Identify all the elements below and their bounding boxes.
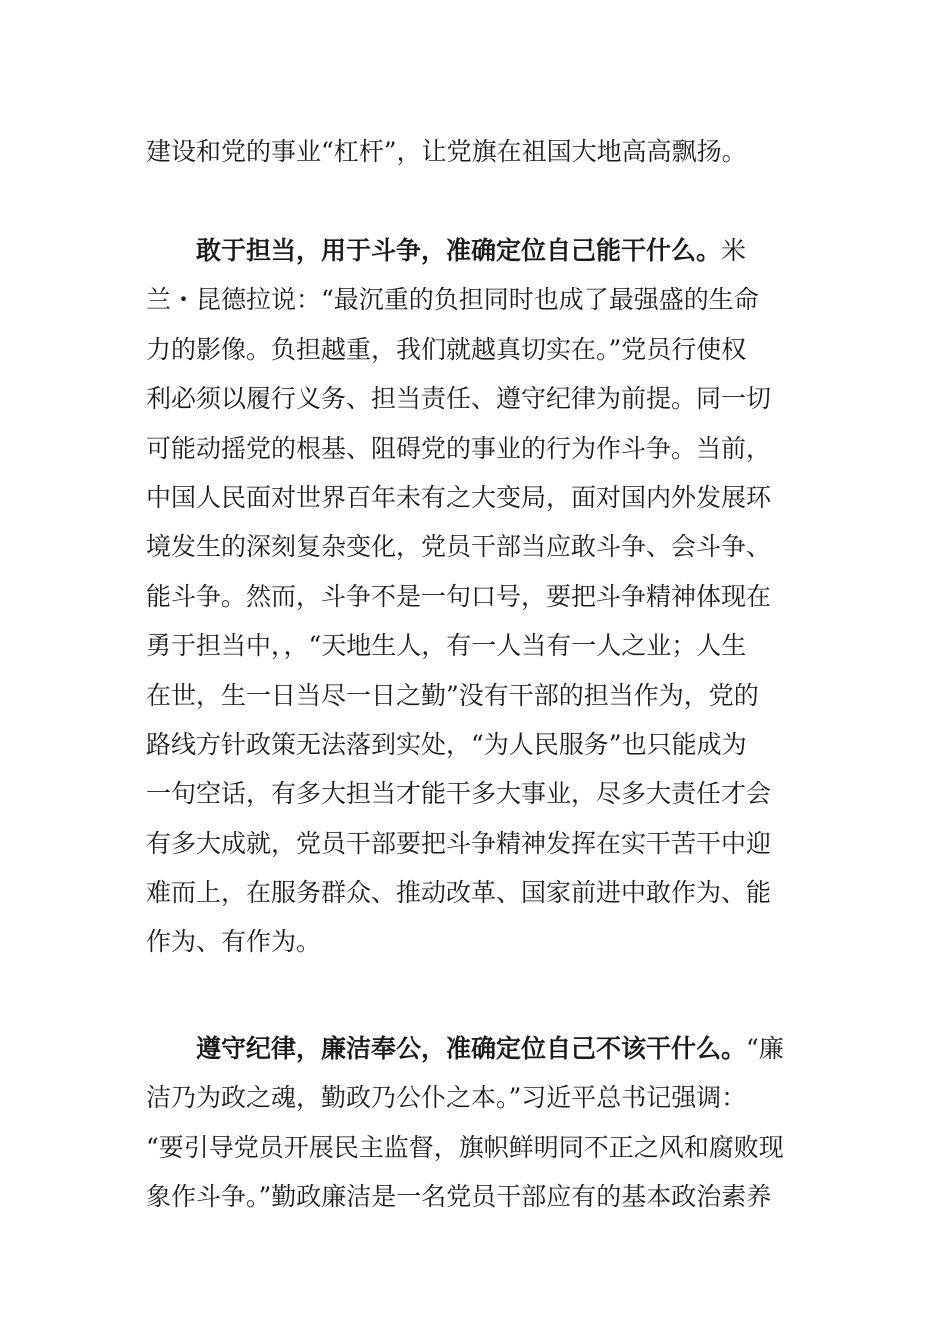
text-line: 境发生的深刻复杂变化，党员干部当应敢斗争、会斗争、 xyxy=(146,532,772,562)
paragraph-first-line xyxy=(146,1024,810,1073)
text-line: 象作斗争。”勤政廉洁是一名党员干部应有的基本政治素养 xyxy=(146,1182,772,1212)
paragraph-continuation xyxy=(146,127,810,176)
paragraph-first-line-rest: “廉 xyxy=(746,1034,784,1063)
paragraph-dare-to-take-responsibility xyxy=(146,226,810,967)
text-line: 难而上，在服务群众、推动改革、国家前进中敢作为、能 xyxy=(146,878,772,908)
text-line: 洁乃为政之魂，勤政乃公仆之本。”习近平总书记强调： xyxy=(146,1083,747,1113)
text-line: 勇于担当中，，“天地生人，有一人当有一人之业；人生 xyxy=(146,631,747,661)
text-line: 在世，生一日当尽一日之勤”没有干部的担当作为，党的 xyxy=(146,680,759,710)
text-line: 中国人民面对世界百年未有之大变局，面对国内外发展环 xyxy=(146,482,772,512)
text-line: 作为、有作为。 xyxy=(146,927,322,957)
text-line: 力的影像。负担越重，我们就越真切实在。”党员行使权 xyxy=(146,334,747,364)
text-line: “要引导党员开展民主监督，旗帜鲜明同不正之风和腐败现 xyxy=(146,1132,784,1162)
text-line: 能斗争。然而，斗争不是一句口号，要把斗争精神体现在 xyxy=(146,581,772,611)
text-line: 兰・昆德拉说：“最沉重的负担同时也成了最强盛的生命 xyxy=(146,285,759,315)
paragraph-lead-heading: 敢于担当，用于斗争，准确定位自己能干什么。 xyxy=(196,236,722,265)
text-line: 利必须以履行义务、担当责任、遵守纪律为前提。同一切 xyxy=(146,384,772,414)
paragraph-observe-discipline xyxy=(146,1024,810,1222)
text-line: 有多大成就，党员干部要把斗争精神发挥在实干苦干中迎 xyxy=(146,828,772,858)
text-line: 路线方针政策无法落到实处，“为人民服务”也只能成为 xyxy=(146,729,747,759)
text-line: 一句空话，有多大担当才能干多大事业，尽多大责任才会 xyxy=(146,779,772,809)
text-line: 可能动摇党的根基、阻碍党的事业的行为作斗争。当前， xyxy=(146,433,772,463)
paragraph-first-line xyxy=(146,226,810,275)
paragraph-first-line-rest: 米 xyxy=(721,236,747,265)
paragraph-lead-heading: 遵守纪律，廉洁奉公，准确定位自己不该干什么。 xyxy=(196,1034,747,1063)
text-line: 建设和党的事业“杠杆”，让党旗在祖国大地高高飘扬。 xyxy=(146,137,747,166)
